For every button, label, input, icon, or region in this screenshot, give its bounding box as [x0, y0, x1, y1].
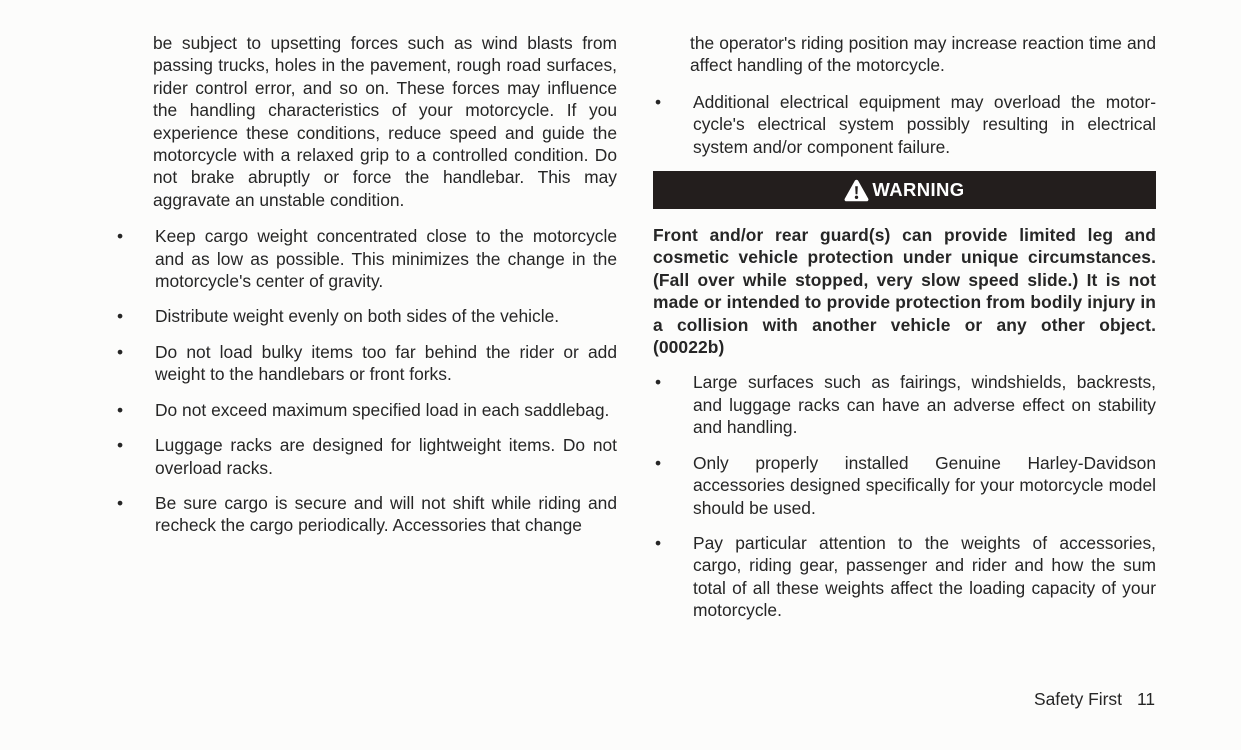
list-item-text: Keep cargo weight concentrated close to the motorcycle and as low as possible. This minimizes the change in the motorcycle's center of gravity.: [155, 226, 617, 292]
list-item: [653, 91, 1156, 158]
list-item-text: Do not load bulky items too far behind the rider or add weight to the handlebars or front forks.: [155, 341, 617, 385]
bullet-dot: •: [117, 306, 124, 327]
list-item: [115, 434, 617, 479]
intro-paragraph: be subject to upsetting forces such as wind blasts from passing trucks, holes in the pavement, rough road surfaces, rider control error, and so on. These forces may influence the handling characteristics of your motorcycle. If you experience these conditions, reduce speed and guide the motorcycle with a relaxed grip to a controlled condition. Do not brake abruptly or force the handlebar. This may aggravate an unstable condition.: [153, 33, 617, 210]
right-column: [653, 32, 1156, 635]
warning-text: Front and/or rear guard(s) can provide limited leg and cosmetic vehicle protection under unique circumstances. (Fall over while stopped, very slow speed slide.) It is not made or intended to provide protection from bodily injury in a collision with another vehicle or any other object. (00022b): [653, 225, 1156, 358]
bullet-dot: •: [117, 226, 124, 247]
list-item: [115, 399, 617, 421]
bullet-dot: •: [117, 399, 124, 420]
list-item-text: Pay particular attention to the weights of accessories, cargo, riding gear, passenger and rider and how the sum total of all these weights affect the loading capacity of your motorcycle.: [693, 532, 1156, 621]
bullet-dot: •: [117, 492, 124, 513]
list-item-text: Additional electrical equipment may overload the motorcycle's electrical system possibly resulting in electrical system and/or component failure.: [693, 91, 1156, 157]
warning-banner: [653, 171, 1156, 209]
list-item: [115, 305, 617, 327]
bullet-dot: •: [117, 435, 124, 456]
footer-page-number: 11: [1136, 689, 1155, 709]
warning-label: WARNING: [872, 178, 965, 200]
list-item: [115, 225, 617, 292]
list-item-text: Only properly installed Genuine Harley-Davidson accessories designed specifically for your motorcycle model should be used.: [693, 452, 1156, 518]
bullet-dot: •: [655, 452, 662, 473]
list-item: [653, 532, 1156, 622]
list-item-text: Luggage racks are designed for lightweight items. Do not overload racks.: [155, 435, 617, 478]
list-item: [653, 452, 1156, 519]
bullet-dot: •: [655, 372, 662, 393]
list-item-text: Large surfaces such as fairings, windshields, backrests, and luggage racks can have an adverse effect on stability and handling.: [693, 372, 1156, 438]
list-item: [115, 492, 617, 537]
list-item-text: Distribute weight evenly on both sides of the vehicle.: [155, 306, 560, 327]
list-item: [115, 341, 617, 386]
bullet-dot: •: [655, 532, 662, 553]
bullet-dot: •: [655, 91, 662, 112]
bullet-dot: •: [117, 341, 124, 362]
continuation-paragraph: the operator's riding position may increase reaction time and affect handling of the motorcycle.: [690, 33, 1156, 76]
list-item: [653, 371, 1156, 438]
list-item-text: Do not exceed maximum specified load in each saddlebag.: [155, 399, 610, 420]
left-column: [115, 32, 617, 550]
page-footer: [1034, 688, 1155, 710]
footer-section-title: Safety First: [1033, 689, 1122, 709]
list-item-text: Be sure cargo is secure and will not shift while riding and recheck the cargo periodically. Accessories that change: [155, 492, 617, 536]
warning-triangle-icon: [844, 179, 872, 202]
